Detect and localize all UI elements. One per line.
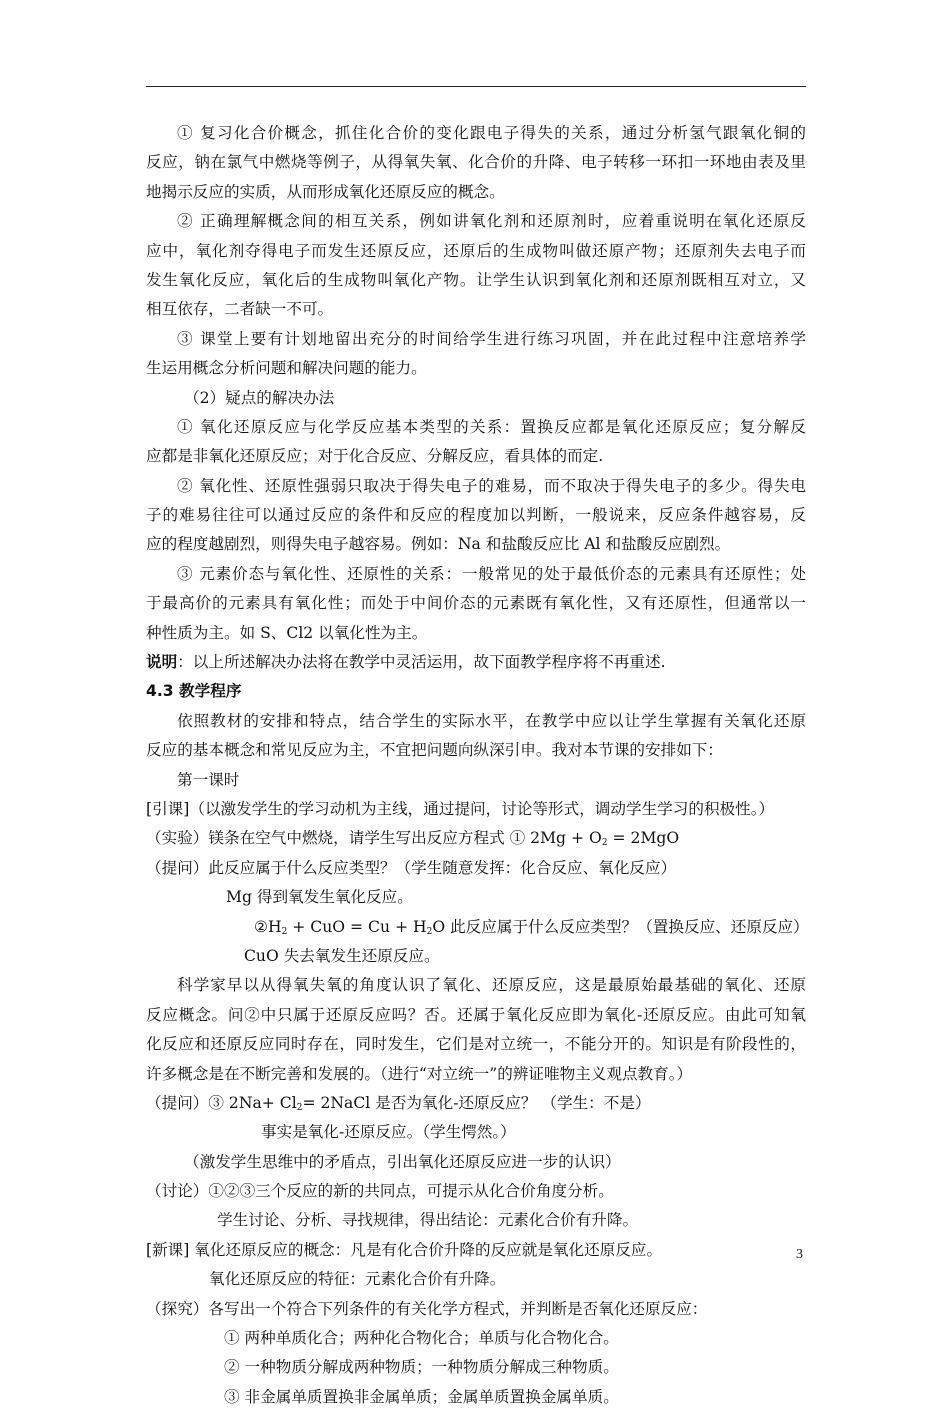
discussion-line: （讨论）①②③三个反应的新的共同点，可提示从化合价角度分析。 xyxy=(146,1182,614,1201)
text-line: 科学家早以从得氧失氧的角度认识了氧化、还原反应，这是最原始最基础的氧化、还原 xyxy=(177,976,806,995)
experiment-text: （实验）镁条在空气中燃烧，请学生写出反应方程式 ① 2Mg + O xyxy=(146,829,602,848)
section-heading: 4.3 教学程序 xyxy=(146,682,242,701)
text-line: ② 氧化性、还原性强弱只取决于得失电子的难易，而不取决于得失电子的多少。得失电 xyxy=(177,476,806,495)
subscript: 2 xyxy=(281,926,288,937)
note-text: ：以上所述解决办法将在教学中灵活运用，故下面教学程序将不再重述. xyxy=(177,653,666,672)
mg-oxidation-line: Mg 得到氧发生氧化反应。 xyxy=(226,888,413,907)
text-line: ② 正确理解概念间的相互关系，例如讲氧化剂和还原剂时，应着重说明在氧化还原反 xyxy=(177,212,806,231)
h2-cuo-equation-line xyxy=(146,913,809,942)
page-number: 3 xyxy=(796,1247,803,1262)
list-item: ③ 非金属单质置换非金属单质；金属单质置换金属单质。 xyxy=(224,1387,619,1406)
cuo-reduction-line: CuO 失去氧发生还原反应。 xyxy=(244,946,440,965)
text-line: ① 复习化合价概念，抓住化合价的变化跟电子得失的关系，通过分析氢气跟氧化铜的 xyxy=(177,124,806,142)
experiment-line xyxy=(146,824,806,853)
text-line: 地揭示反应的实质，从而形成氧化还原反应的概念。 xyxy=(146,182,505,201)
text-line: 相互依存，二者缺一不可。 xyxy=(146,300,334,319)
note-label: 说明 xyxy=(146,653,178,672)
text-line: 应的程度越剧烈，则得失电子越容易。例如：Na 和盐酸反应比 Al 和盐酸反应剧烈。 xyxy=(146,535,731,554)
text-line: 依照教材的安排和特点，结合学生的实际水平，在教学中应以让学生掌握有关氧化还原 xyxy=(177,711,806,730)
discussion-conclusion-line: 学生讨论、分析、寻找规律，得出结论：元素化合价有升降。 xyxy=(217,1211,639,1230)
equation-part: O 此反应属于什么反应类型？（置换反应、还原反应） xyxy=(432,917,809,936)
text-line: 反应概念。问②中只属于还原反应吗？否。还属于氧化反应即为氧化-还原反应。由此可知氧 xyxy=(146,1005,806,1024)
document-body xyxy=(146,119,809,1412)
fact-line: 事实是氧化-还原反应。（学生愕然。） xyxy=(261,1123,516,1142)
text-line: 第一课时 xyxy=(177,770,240,789)
subscript: 2 xyxy=(426,926,433,937)
text-line: 种性质为主。如 S、Cl2 以氧化性为主。 xyxy=(146,623,428,642)
text-line: ① 氧化还原反应与化学反应基本类型的关系：置换反应都是氧化还原反应；复分解反 xyxy=(177,417,806,436)
list-item: ① 两种单质化合；两种化合物化合；单质与化合物化合。 xyxy=(224,1329,619,1348)
question-line-2 xyxy=(146,1089,806,1118)
explore-line: （探究）各写出一个符合下列条件的有关化学方程式，并判断是否氧化还原反应： xyxy=(146,1299,708,1318)
contradiction-line: （激发学生思维中的矛盾点，引出氧化还原反应进一步的认识） xyxy=(184,1152,621,1171)
feature-line: 氧化还原反应的特征：元素化合价有升降。 xyxy=(209,1270,506,1289)
paragraph-group-key-points xyxy=(146,119,806,648)
text-line: 生运用概念分析问题和解决问题的能力。 xyxy=(146,359,427,378)
text-line: 发生氧化反应，氧化后的生成物叫氧化产物。让学生认识到氧化剂和还原剂既相互对立，又 xyxy=(146,270,806,289)
header-rule xyxy=(146,86,806,87)
note-line xyxy=(146,648,806,677)
paragraph-group-discussion xyxy=(146,971,806,1089)
text-line: 应都是非氧化还原反应；对于化合反应、分解反应，看具体的而定. xyxy=(146,447,604,466)
list-item: ② 一种物质分解成两种物质；一种物质分解成三种物质。 xyxy=(224,1358,619,1377)
text-line: [引课]（以激发学生的学习动机为主线，通过提问，讨论等形式，调动学生学习的积极性。） xyxy=(146,799,775,818)
equation-part: + CuO = Cu + H xyxy=(287,917,427,936)
subscript: 2 xyxy=(601,838,608,849)
text-line: 反应，钠在氯气中燃烧等例子，从得氧失氧、化合价的升降、电子转移一环扣一环地由表及里 xyxy=(146,153,806,172)
equation-part: ②H xyxy=(254,917,282,936)
subscript: 2 xyxy=(296,1102,303,1113)
text-line: 于最高价的元素具有氧化性；而处于中间价态的元素既有氧化性，又有还原性，但通常以一 xyxy=(146,594,806,613)
text-line: ③ 课堂上要有计划地留出充分的时间给学生进行练习巩固，并在此过程中注意培养学 xyxy=(177,329,806,348)
experiment-text-end: = 2MgO xyxy=(607,829,680,848)
text-line: 应中，氧化剂夺得电子而发生还原反应，还原后的生成物叫做还原产物；还原剂失去电子而 xyxy=(146,241,806,260)
text-line: 许多概念是在不断完善和发展的。（进行“对立统一”的辨证唯物主义观点教育。） xyxy=(146,1064,693,1083)
question-line-1: （提问）此反应属于什么反应类型？（学生随意发挥：化合反应、氧化反应） xyxy=(146,858,677,877)
text-line: （2）疑点的解决办法 xyxy=(184,388,335,407)
text-line: 子的难易往往可以通过反应的条件和反应的程度加以判断，一般说来，反应条件越容易，反 xyxy=(146,506,806,525)
new-lesson-line: [新课] 氧化还原反应的概念：凡是有化合价升降的反应就是氧化还原反应。 xyxy=(146,1240,663,1259)
equation-part: （提问）③ 2Na+ Cl xyxy=(146,1093,297,1112)
text-line: ③ 元素价态与氧化性、还原性的关系：一般常见的处于最低价态的元素具有还原性；处 xyxy=(177,564,806,583)
paragraph-group-procedure xyxy=(146,707,806,825)
text-line: 反应的基本概念和常见反应为主，不宜把问题向纵深引申。我对本节课的安排如下： xyxy=(146,741,723,760)
text-line: 化反应和还原反应同时存在，同时发生，它们是对立统一，不能分开的。知识是有阶段性的， xyxy=(146,1035,806,1054)
equation-part: = 2NaCl 是否为氧化-还原反应？ （学生：不是） xyxy=(302,1093,651,1112)
